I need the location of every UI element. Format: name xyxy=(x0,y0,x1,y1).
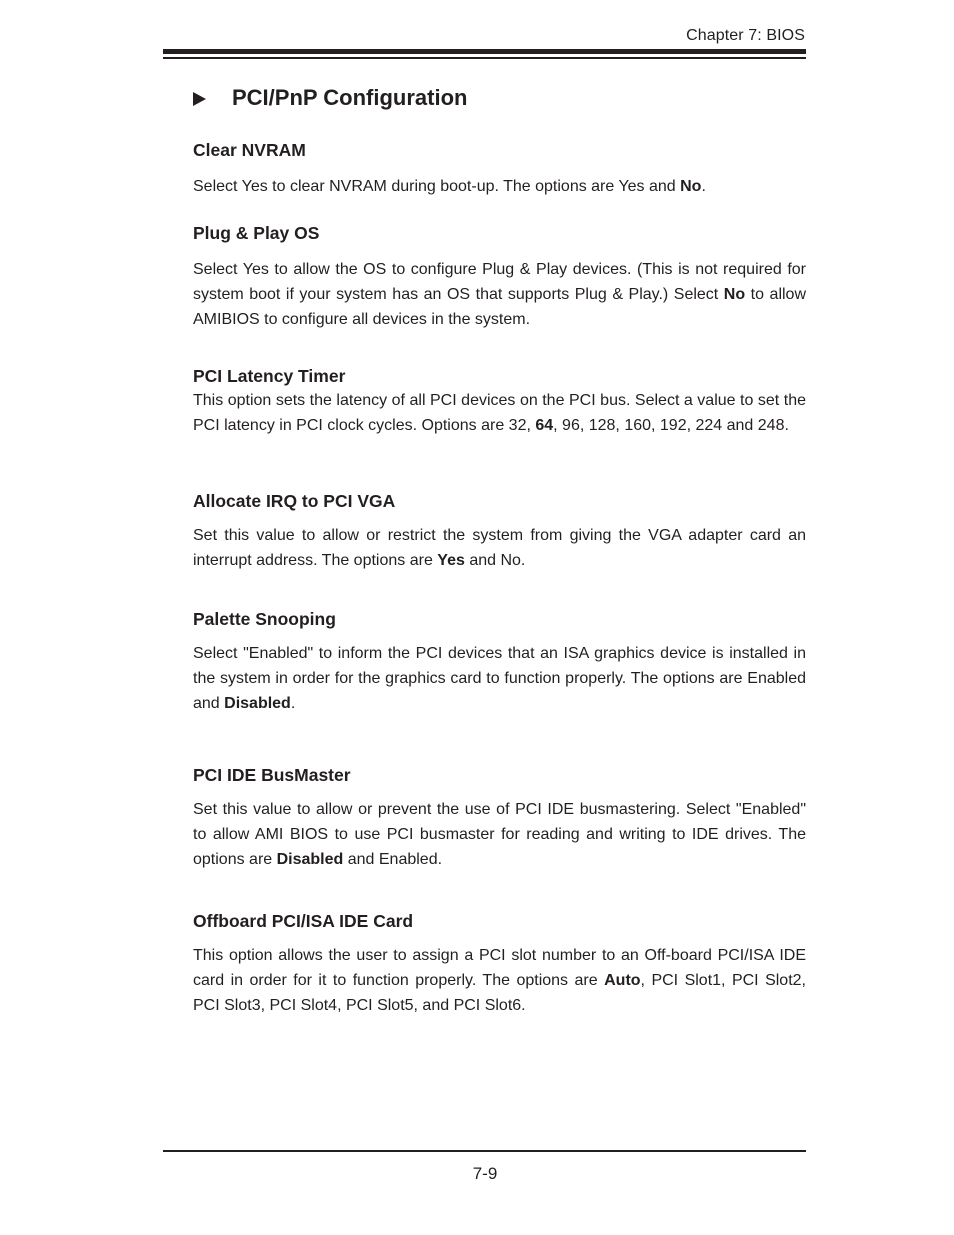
item-palette-snooping xyxy=(193,608,806,716)
item-title: Clear NVRAM xyxy=(193,140,306,160)
item-offboard-ide-card xyxy=(193,910,806,1018)
item-description: Set this value to allow or prevent the use of PCI IDE busmastering. Select "Enabled" to allow AMI BIOS to use PCI busmaster for reading and writing to IDE drives. The options are Disabled and Enabled. xyxy=(193,801,806,868)
item-pci-latency-timer xyxy=(193,365,806,438)
header-rule-thin xyxy=(163,57,806,59)
item-description: Select "Enabled" to inform the PCI devices that an ISA graphics device is installed in the system in order for the graphics card to function properly. The options are Enabled and Disabled. xyxy=(193,645,806,712)
chapter-header: Chapter 7: BIOS xyxy=(686,27,805,44)
item-description: Set this value to allow or restrict the system from giving the VGA adapter card an interrupt address. The options are Yes and No. xyxy=(193,527,806,569)
item-title: PCI Latency Timer xyxy=(193,366,346,386)
item-clear-nvram xyxy=(193,139,806,199)
item-title: Palette Snooping xyxy=(193,609,336,629)
page-number: 7-9 xyxy=(472,1164,498,1183)
section-title xyxy=(193,85,467,111)
item-title: Plug & Play OS xyxy=(193,223,320,243)
item-plug-and-play-os xyxy=(193,222,806,332)
section-title-text: PCI/PnP Configuration xyxy=(232,85,468,110)
item-description: This option allows the user to assign a PCI slot number to an Off-board PCI/ISA IDE card in order for it to function properly. The options are Auto, PCI Slot1, PCI Slot2, PCI Slot3, PCI Slot4, PCI Slot5, and PCI Slot6. xyxy=(193,947,806,1014)
footer-rule xyxy=(163,1150,806,1152)
item-allocate-irq xyxy=(193,490,806,573)
header-rule-thick xyxy=(163,49,806,54)
item-description: This option sets the latency of all PCI devices on the PCI bus. Select a value to set the PCI latency in PCI clock cycles. Options are 32, 64, 96, 128, 160, 192, 224 and 248. xyxy=(193,392,806,434)
item-title: PCI IDE BusMaster xyxy=(193,765,351,785)
item-title: Allocate IRQ to PCI VGA xyxy=(193,491,396,511)
triangle-bullet-icon xyxy=(193,92,206,106)
item-description: Select Yes to clear NVRAM during boot-up. The options are Yes and No. xyxy=(193,178,706,195)
item-title: Offboard PCI/ISA IDE Card xyxy=(193,911,414,931)
item-pci-ide-busmaster xyxy=(193,764,806,872)
item-description: Select Yes to allow the OS to configure Plug & Play devices. (This is not required for system boot if your system has an OS that supports Plug & Play.) Select No to allow AMIBIOS to configure all devices in the system. xyxy=(193,261,807,328)
